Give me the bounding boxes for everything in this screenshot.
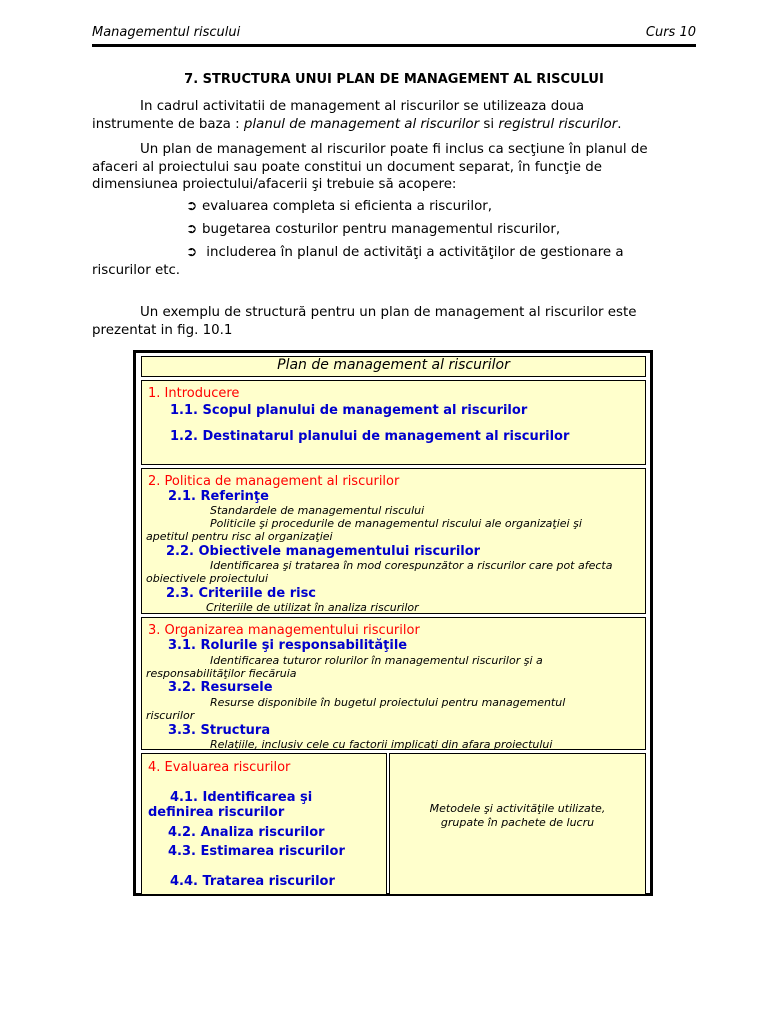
section-2-item-1: 2.1. Referinţe: [168, 489, 269, 504]
section-3-desc-1b: responsabilităţilor fiecăruia: [146, 667, 297, 680]
figure-title: Plan de management al riscurilor: [277, 357, 510, 373]
figure-title-box: [141, 356, 646, 377]
section-2-item-3: 2.3. Criteriile de risc: [166, 586, 317, 601]
section-3-desc-2b: riscurilor: [146, 709, 195, 722]
bullet-item-1: [186, 198, 492, 216]
section-title: 7. STRUCTURA UNUI PLAN DE MANAGEMENT AL RISCULUI: [184, 72, 604, 87]
section-4-item-1b: definirea riscurilor: [148, 805, 285, 820]
section-4-right-box: [389, 753, 646, 895]
section-2-desc-1b: Politicile şi procedurile de managementul riscului ale organizaţiei şi: [210, 517, 582, 530]
intro-register-term: registrul riscurilor: [498, 116, 618, 132]
section-1-heading: 1. Introducere: [148, 386, 240, 401]
section-4-left-box: [141, 753, 387, 895]
bullet-text-3a: includerea în planul de activităţi a activităţilor de gestionare a: [202, 245, 624, 260]
section-3-item-2: 3.2. Resursele: [168, 680, 273, 695]
work-packages-note-2: grupate în pachete de lucru: [440, 816, 595, 829]
section-2-desc-3: Criteriile de utilizat în analiza riscurilor: [206, 601, 419, 614]
bullet-text-3b: riscurilor etc.: [92, 262, 181, 278]
paragraph-example: [92, 304, 696, 339]
example-line-2: prezentat in fig. 10.1: [92, 322, 233, 338]
header-course-number: Curs 10: [645, 25, 696, 40]
paragraph-intro: [92, 98, 696, 133]
section-4-item-4: 4.4. Tratarea riscurilor: [170, 874, 335, 889]
section-3-item-3: 3.3. Structura: [168, 723, 271, 738]
scope-line-1: Un plan de management al riscurilor poate fi inclus ca secţiune în planul de: [140, 142, 648, 157]
section-2-desc-2b: obiectivele proiectului: [146, 572, 269, 585]
section-1-item-1: 1.1. Scopul planului de management al riscurilor: [170, 403, 528, 418]
section-4-item-3: 4.3. Estimarea riscurilor: [168, 844, 345, 859]
section-4-item-1a: 4.1. Identificarea şi: [170, 790, 313, 805]
bullet-text-1: evaluarea completa si eficienta a riscurilor,: [202, 199, 493, 214]
scope-line-3: dimensiunea proiectului/afacerii şi trebuie să acopere:: [92, 177, 457, 192]
section-4-heading: 4. Evaluarea riscurilor: [148, 760, 291, 775]
section-2-desc-1c: apetitul pentru risc al organizaţiei: [146, 530, 333, 543]
arrow-bullet-icon: ➲: [186, 245, 198, 260]
section-3-heading: 3. Organizarea managementului riscurilor: [148, 623, 420, 638]
figure-risk-plan: [133, 350, 653, 896]
intro-plan-term: planul de management al riscurilor: [243, 116, 480, 132]
paragraph-plan-scope: [92, 141, 696, 194]
section-1-item-2: 1.2. Destinatarul planului de management al riscurilor: [170, 429, 570, 444]
scope-line-2: afaceri al proiectului sau poate constitui un document separat, în funcţie de: [92, 159, 602, 175]
section-3-box: [141, 617, 646, 750]
example-line-1: Un exemplu de structură pentru un plan de management al riscurilor este: [140, 305, 637, 320]
section-3-desc-3: Relaţiile, inclusiv cele cu factorii implicaţi din afara proiectului: [210, 738, 553, 751]
section-2-item-2: 2.2. Obiectivele managementului riscurilor: [166, 544, 481, 559]
arrow-bullet-icon: ➲: [186, 222, 198, 237]
section-1-box: [141, 380, 646, 465]
section-4-item-2: 4.2. Analiza riscurilor: [168, 825, 325, 840]
work-packages-note-1: Metodele şi activităţile utilizate,: [429, 802, 606, 815]
section-3-desc-1a: Identificarea tuturor rolurilor în managementul riscurilor şi a: [210, 654, 543, 667]
section-3-desc-2a: Resurse disponibile în bugetul proiectului pentru managementul: [210, 696, 566, 709]
arrow-bullet-icon: ➲: [186, 199, 198, 214]
bullet-text-2: bugetarea costurilor pentru managementul riscurilor,: [202, 222, 561, 237]
section-2-box: [141, 468, 646, 614]
section-2-heading: 2. Politica de management al riscurilor: [148, 474, 400, 489]
bullet-item-3: [92, 244, 696, 279]
page-header: [92, 24, 696, 47]
header-course-title: Managementul riscului: [92, 25, 241, 40]
bullet-item-2: [186, 221, 560, 239]
intro-line-2a: instrumente de baza :: [92, 116, 244, 132]
intro-line-2c: si: [479, 116, 499, 132]
section-2-desc-1a: Standardele de managementul riscului: [210, 504, 425, 517]
section-2-desc-2a: Identificarea şi tratarea în mod corespunzător a riscurilor care pot afecta: [210, 559, 613, 572]
intro-line-2e: .: [617, 116, 622, 132]
intro-line-1: In cadrul activitatii de management al riscurilor se utilizeaza doua: [140, 99, 585, 114]
section-3-item-1: 3.1. Rolurile şi responsabilităţile: [168, 638, 408, 653]
